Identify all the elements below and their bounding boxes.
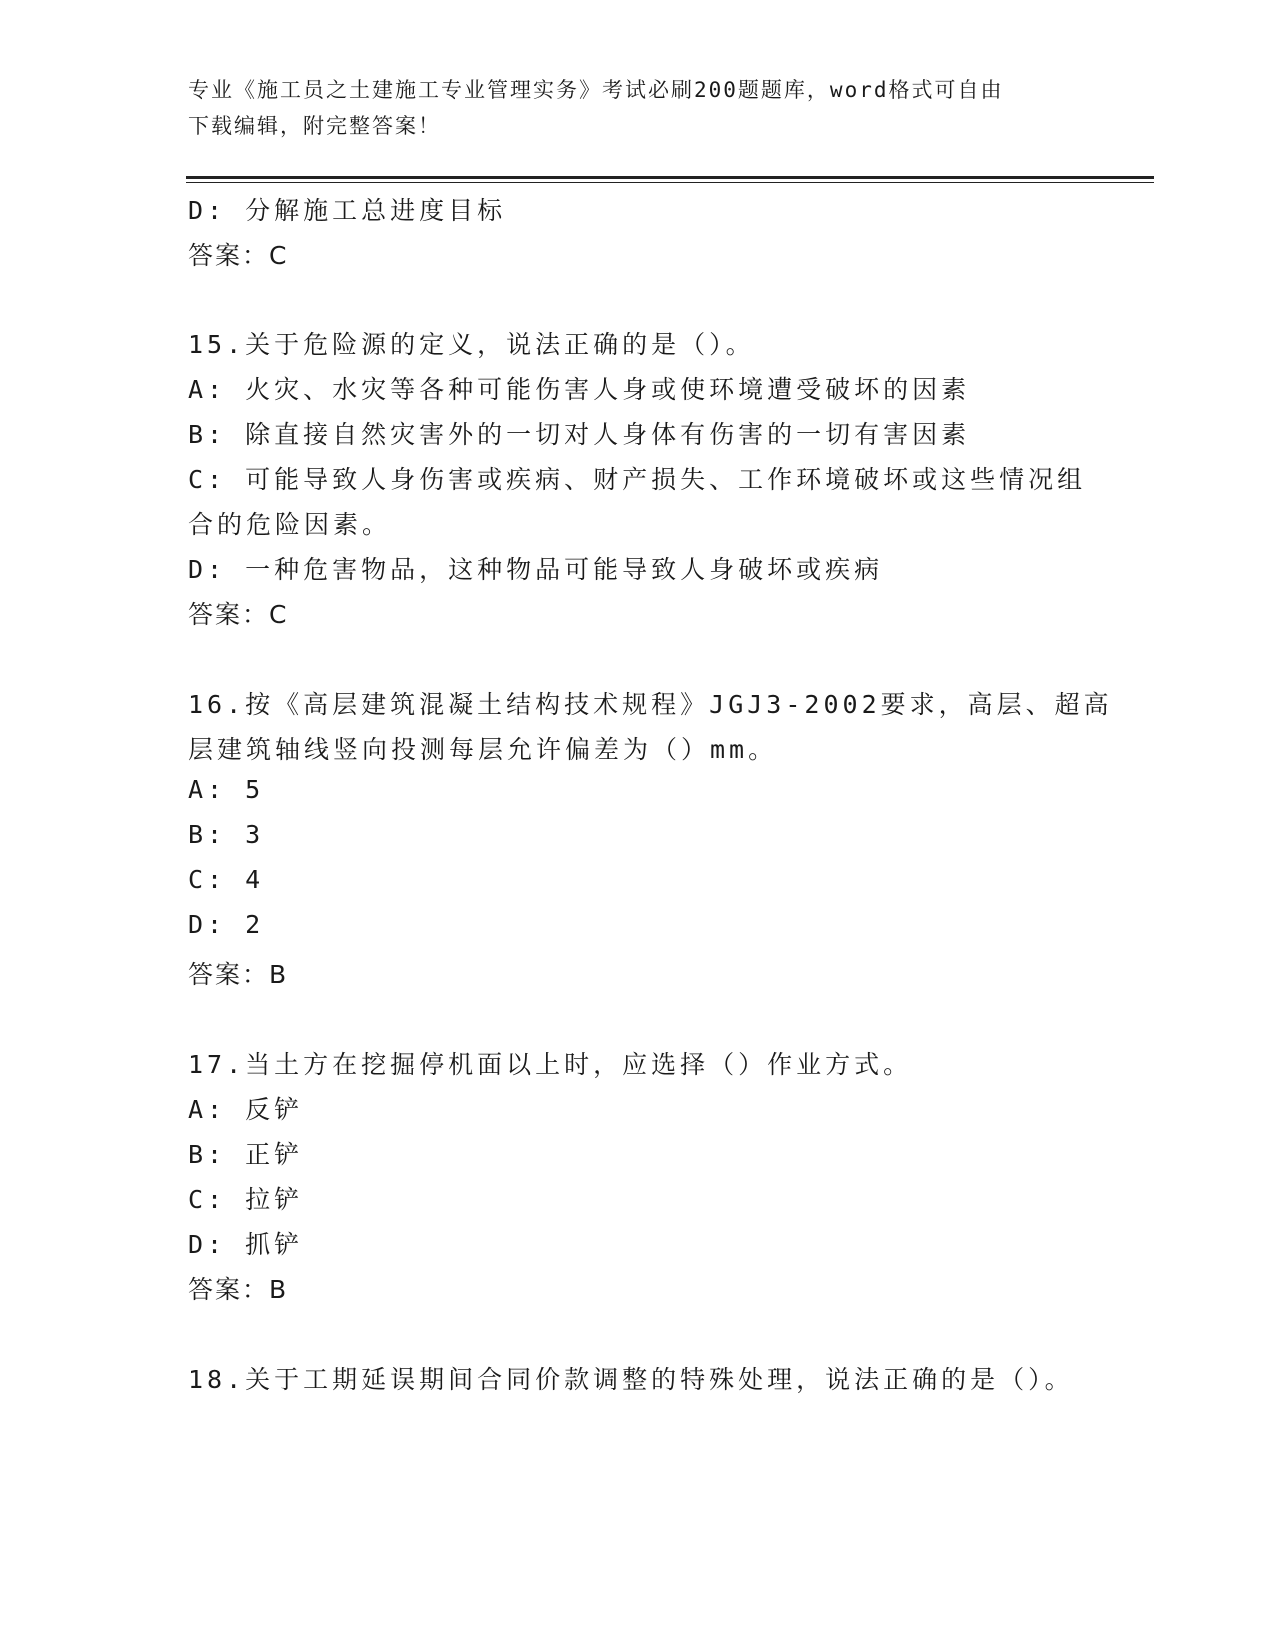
q18-stem: 18.关于工期延误期间合同价款调整的特殊处理，说法正确的是（）。 bbox=[188, 1365, 1074, 1394]
q17-answer: 答案：B bbox=[188, 1275, 289, 1304]
q16-option-d: D: 2 bbox=[188, 910, 265, 939]
q15-option-c-line2: 合的危险因素。 bbox=[188, 510, 392, 539]
q17-option-d: D: 抓铲 bbox=[188, 1230, 304, 1259]
q16-option-b: B: 3 bbox=[188, 820, 265, 849]
q16-option-a: A: 5 bbox=[188, 775, 265, 804]
prev-option-d: D: 分解施工总进度目标 bbox=[188, 196, 507, 225]
q17-option-b: B: 正铲 bbox=[188, 1140, 304, 1169]
header-line-2: 下载编辑，附完整答案！ bbox=[188, 114, 441, 138]
header-line-1: 专业《施工员之土建施工专业管理实务》考试必刷200题题库，word格式可自由 bbox=[188, 78, 1004, 102]
q17-option-a: A: 反铲 bbox=[188, 1095, 304, 1124]
q17-option-c: C: 拉铲 bbox=[188, 1185, 304, 1214]
document-header bbox=[188, 72, 1088, 144]
header-divider-thin bbox=[186, 182, 1154, 183]
q16-option-c: C: 4 bbox=[188, 865, 265, 894]
q15-option-c-line1: C: 可能导致人身伤害或疾病、财产损失、工作环境破坏或这些情况组 bbox=[188, 465, 1087, 494]
q16-stem-line2: 层建筑轴线竖向投测每层允许偏差为（）mm。 bbox=[188, 735, 778, 764]
q16-answer: 答案：B bbox=[188, 960, 289, 989]
q15-stem: 15.关于危险源的定义，说法正确的是（）。 bbox=[188, 330, 755, 359]
q15-option-d: D: 一种危害物品，这种物品可能导致人身破坏或疾病 bbox=[188, 555, 884, 584]
q17-stem: 17.当土方在挖掘停机面以上时，应选择（）作业方式。 bbox=[188, 1050, 913, 1079]
q15-answer: 答案：C bbox=[188, 600, 289, 629]
header-divider-thick bbox=[186, 176, 1154, 179]
q16-stem-line1: 16.按《高层建筑混凝土结构技术规程》JGJ3-2002要求，高层、超高 bbox=[188, 690, 1113, 719]
q15-option-a: A: 火灾、水灾等各种可能伤害人身或使环境遭受破坏的因素 bbox=[188, 375, 971, 404]
q15-option-b: B: 除直接自然灾害外的一切对人身体有伤害的一切有害因素 bbox=[188, 420, 971, 449]
prev-answer: 答案：C bbox=[188, 241, 289, 270]
